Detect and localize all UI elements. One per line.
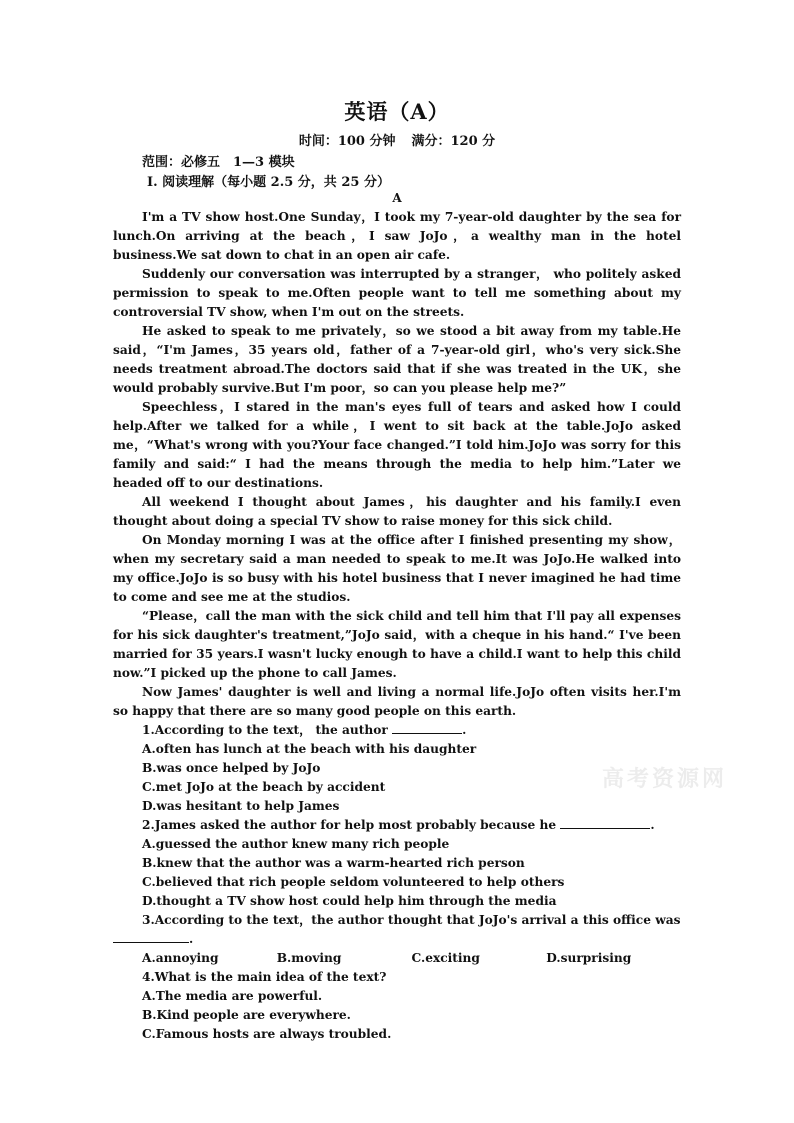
question-4 — [113, 968, 681, 987]
passage-paragraph: I'm a TV show host.One Sunday，I took my 7-year-old daughter by the sea for lunch.On arriving at the beach，I saw JoJo，a wealthy man in the hotel business.We sat down to chat in an open air cafe. — [113, 210, 681, 262]
question-stem: 4.What is the main idea of the text? — [142, 970, 387, 984]
option: A.guessed the author knew many rich people — [142, 837, 450, 851]
question-1: 1.According to the text， the author . — [142, 723, 467, 737]
question-stem: 2.James asked the author for help most probably because he — [142, 818, 557, 832]
question-stem: 3.According to the text，the author thought that JoJo's arrival a this office was — [142, 913, 681, 927]
passage-letter: A — [392, 191, 402, 205]
passage-paragraph: Now James' daughter is well and living a normal life.JoJo often visits her.I'm so happy that there are so many good people on this earth. — [113, 685, 681, 718]
question-3 — [113, 911, 681, 930]
passage-paragraph: He asked to speak to me privately，so we stood a bit away from my table.He said，“I'm James，35 years old，father of a 7-year-old girl，who's very sick.She needs treatment abroad.The doctors said that if she was treated in the UK，she would probably survive.But I'm poor，so can you please help me?” — [113, 324, 681, 395]
option-row — [113, 949, 681, 968]
option: D.thought a TV show host could help him through the media — [142, 894, 557, 908]
answer-blank — [392, 721, 462, 734]
watermark: 高考资源网 — [602, 766, 728, 792]
option: C.met JoJo at the beach by accident — [142, 780, 386, 794]
option: B.knew that the author was a warm-hearted rich person — [142, 856, 525, 870]
passage-paragraph: On Monday morning I was at the office after I finished presenting my show，when my secretary said a man needed to speak to me.It was JoJo.He walked into my office.JoJo is so busy with his hotel business that I never imagined he had time to come and see me at the studios. — [113, 533, 681, 604]
section-heading: Ⅰ. 阅读理解（每小题 2.5 分，共 25 分） — [147, 175, 390, 190]
question-stem: 1.According to the text， the author — [142, 723, 388, 737]
option: C.exciting — [411, 951, 480, 965]
question-3-blank-line: . — [113, 930, 681, 949]
option: D.surprising — [546, 951, 632, 965]
answer-blank — [560, 816, 650, 829]
exam-time: 时间：100 分钟 — [298, 134, 396, 149]
passage-paragraph: Suddenly our conversation was interrupted by a stranger， who politely asked permission to speak to me.Often people want to tell me something about my controversial TV show, when I'm out on the streets. — [113, 267, 681, 319]
passage-paragraph: “Please，call the man with the sick child and tell him that I'll pay all expenses for his sick daughter's treatment,”JoJo said，with a cheque in his hand.“ I've been married for 35 years.I wasn't lucky enough to have a child.I want to help this child now.”I picked up the phone to call James. — [113, 609, 681, 680]
passage-body — [113, 208, 681, 1044]
option: A.often has lunch at the beach with his daughter — [142, 742, 477, 756]
passage-paragraph: Speechless，I stared in the man's eyes full of tears and asked how I could help.After we talked for a while，I went to sit back at the table.JoJo asked me，“What's wrong with you?Your face changed.”I told him.JoJo was sorry for this family and said:“ I had the means through the media to help him.”Later we headed off to our destinations. — [113, 400, 681, 490]
option: D.was hesitant to help James — [142, 799, 340, 813]
option: A.annoying — [142, 951, 219, 965]
exam-score: 满分：120 分 — [411, 134, 496, 149]
option: B.was once helped by JoJo — [142, 761, 321, 775]
question-2: 2.James asked the author for help most probably because he . — [142, 818, 655, 832]
answer-blank — [113, 930, 189, 943]
option: B.Kind people are everywhere. — [142, 1008, 351, 1022]
exam-range: 范围：必修五 1—3 模块 — [142, 155, 295, 170]
page-title: 英语（A） — [344, 99, 450, 124]
passage-paragraph: All weekend I thought about James，his daughter and his family.I even thought about doing a special TV show to raise money for this sick child. — [113, 495, 681, 528]
option: A.The media are powerful. — [142, 989, 323, 1003]
option: C.believed that rich people seldom volunteered to help others — [142, 875, 565, 889]
option: C.Famous hosts are always troubled. — [142, 1027, 392, 1041]
option: B.moving — [276, 951, 342, 965]
exam-info — [0, 130, 794, 149]
